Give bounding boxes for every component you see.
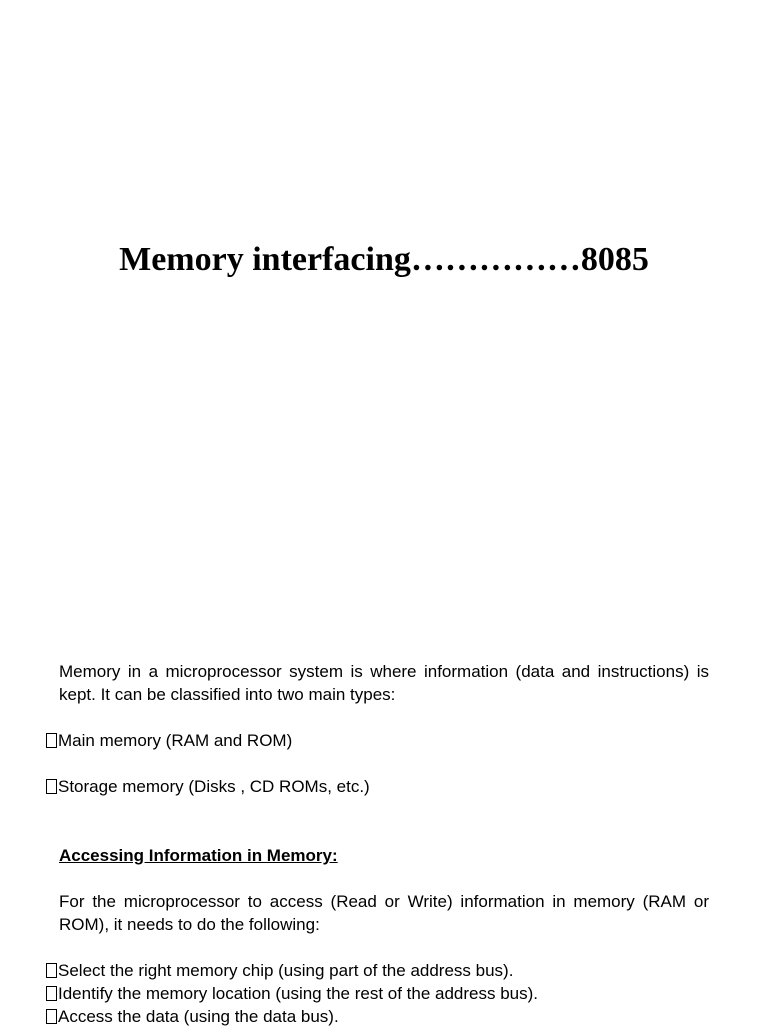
list-item-text: Main memory (RAM and ROM) (58, 731, 293, 750)
missing-glyph-bullet-icon (46, 779, 57, 794)
list-item-text: Identify the memory location (using the rest of the address bus). (58, 984, 539, 1003)
list-item-identify-location (46, 982, 538, 1005)
section-paragraph: For the microprocessor to access (Read or Write) information in memory (RAM or ROM), it needs to do the following: (59, 892, 709, 934)
missing-glyph-bullet-icon (46, 963, 57, 978)
section-heading: Accessing Information in Memory: (59, 846, 338, 865)
intro-paragraph: Memory in a microprocessor system is where information (data and instructions) is kept. It can be classified into two main types: (59, 662, 709, 704)
list-item-storage-memory (46, 775, 370, 798)
list-item-text: Select the right memory chip (using part of the address bus). (58, 961, 514, 980)
list-item-access-data (46, 1005, 339, 1028)
list-item-select-chip (46, 959, 513, 982)
missing-glyph-bullet-icon (46, 733, 57, 748)
page-title: Memory interfacing……………8085 (119, 241, 649, 278)
list-item-text: Access the data (using the data bus). (58, 1007, 339, 1026)
list-item-text: Storage memory (Disks , CD ROMs, etc.) (58, 777, 370, 796)
missing-glyph-bullet-icon (46, 1009, 57, 1024)
missing-glyph-bullet-icon (46, 986, 57, 1001)
list-item-main-memory (46, 729, 292, 752)
